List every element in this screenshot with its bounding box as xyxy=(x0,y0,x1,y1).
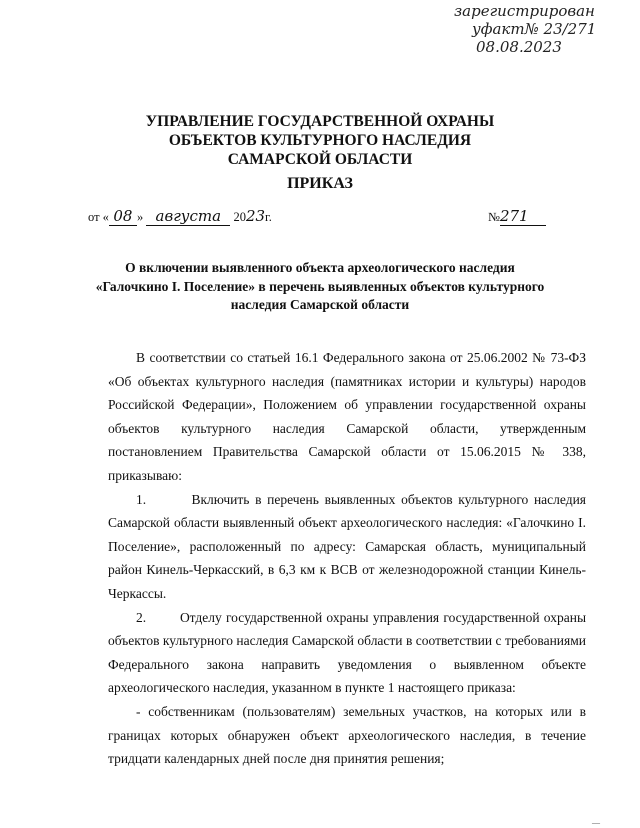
date-mid: » xyxy=(136,210,144,224)
order-date xyxy=(88,207,272,226)
organization-header xyxy=(0,112,640,169)
item-1-text: Включить в перечень выявленных объектов культурного наследия Самарской области выявленный объект археологического наследия: «Галочкино I. Поселение», расположенный по адресу: Самарская область, муниципальный район Кинель-Черкасский, в 6,3 км к ВСВ от железнодорожной станции Кинель-Черкассы. xyxy=(108,491,587,601)
org-line-2: ОБЪЕКТОВ КУЛЬТУРНОГО НАСЛЕДИЯ xyxy=(168,132,472,149)
page-edge-mark: — xyxy=(592,818,600,827)
date-year-prefix: 20 xyxy=(233,210,246,224)
stamp-line-date: 08.08.2023 xyxy=(476,38,562,56)
number-prefix: № xyxy=(488,210,500,224)
org-line-3: САМАРСКОЙ ОБЛАСТИ xyxy=(227,151,413,168)
preamble-paragraph: В соответствии со статьей 16.1 Федерального закона от 25.06.2002 № 73-ФЗ «Об объектах культурного наследия (памятниках истории и культуры) народов Российской Федерации», Положением об управлении государственной охраны объектов культурного наследия Самарской области, утвержденным постановлением Правительства Самарской области от 15.06.2015 № 338, приказываю: xyxy=(108,350,586,483)
order-number xyxy=(488,207,546,226)
registration-stamp xyxy=(452,2,602,56)
item-2-text: Отделу государственной охраны управления государственной охраны объектов культурного наследия Самарской области в соответствии с требованиями Федерального закона направить уведомления о выявленном объекте археологического наследия, указанном в пункте 1 настоящего приказа: xyxy=(108,609,587,696)
item-2-number: 2. xyxy=(136,609,147,625)
date-year-end: г. xyxy=(265,210,272,224)
subject-line-3: наследия Самарской области xyxy=(230,297,410,312)
item-2-bullet-1: - собственникам (пользователям) земельных участков, на которых или в границах которых обнаружен объект археологического наследия, в течение тридцати календарных дней после дня принятия решения; xyxy=(108,703,586,767)
subject-line-2: «Галочкино I. Поселение» в перечень выявленных объектов культурного xyxy=(95,278,545,294)
org-line-1: УПРАВЛЕНИЕ ГОСУДАРСТВЕННОЙ ОХРАНЫ xyxy=(145,113,495,130)
date-year-suffix: 23 xyxy=(245,207,266,225)
stamp-line-registered: зарегистрирован xyxy=(454,2,595,20)
item-2 xyxy=(108,606,586,700)
order-subject xyxy=(0,259,640,315)
number-value: 271 xyxy=(500,207,546,226)
item-1-number: 1. xyxy=(136,491,147,507)
stamp-line-number: уфакт№ 23/271 xyxy=(472,20,597,38)
date-prefix: от « xyxy=(88,210,109,224)
date-day: 08 xyxy=(109,207,137,226)
order-body xyxy=(108,346,586,771)
subject-line-1: О включении выявленного объекта археологического наследия xyxy=(125,260,515,275)
item-1 xyxy=(108,488,586,606)
date-month: августа xyxy=(146,207,230,226)
document-type: ПРИКАЗ xyxy=(287,175,353,192)
